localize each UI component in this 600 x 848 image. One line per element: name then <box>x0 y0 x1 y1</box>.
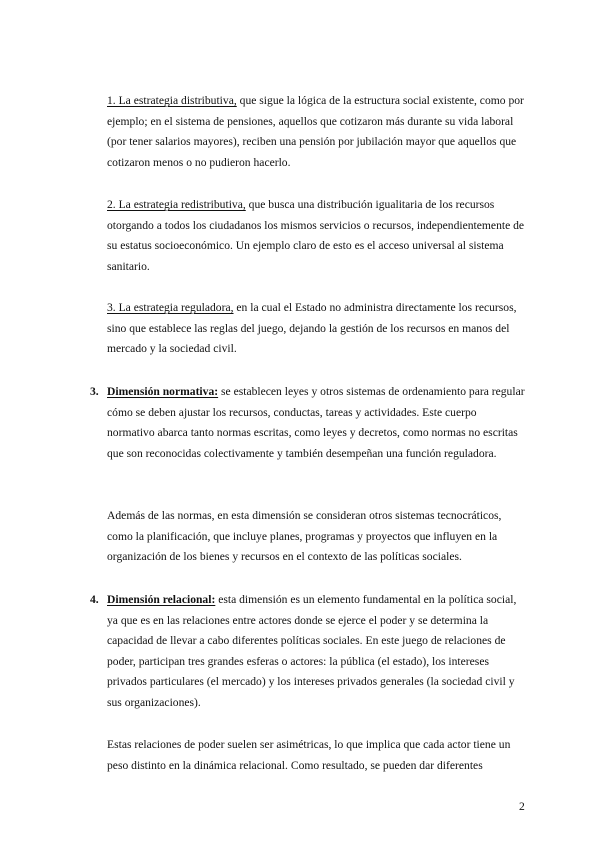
dimension-relational-extra: Estas relaciones de poder suelen ser asimétricas, lo que implica que cada actor tiene un peso distinto en la dinámica relacional. Como resultado, se pueden dar diferentes <box>107 738 511 772</box>
strategy-redistributive-text: que busca una distribución igualitaria de los recursos otorgando a todos los ciudadanos los mismos servicios o recursos, independientemente de su estatus socioeconómico. Un ejemplo claro de esto es el acceso universal al sistema sanitario. <box>107 198 525 273</box>
dimension-normative-title: Dimensión normativa: <box>107 385 219 398</box>
strategy-regulatory <box>107 298 525 360</box>
strategy-redistributive-lead: 2. La estrategia redistributiva, <box>107 198 246 211</box>
strategy-distributive-text: que sigue la lógica de la estructura social existente, como por ejemplo; en el sistema de pensiones, aquellos que cotizaron más durante su vida laboral (por tener salarios mayores), reciben una pensión por jubilación mayor que aquellos que cotizaron menos o no pudieron hacerlo. <box>107 94 524 169</box>
strategy-regulatory-text: en la cual el Estado no administra directamente los recursos, sino que establece las reglas del juego, dejando la gestión de los recursos en manos del mercado y la sociedad civil. <box>107 301 517 356</box>
dimension-relational-number: 4. <box>90 593 99 606</box>
dimension-normative-number: 3. <box>90 385 99 398</box>
dimension-normative-extra: Además de las normas, en esta dimensión se consideran otros sistemas tecnocráticos, como la planificación, que incluye planes, programas y proyectos que influyen en la organización de los bienes y recursos en el contexto de las políticas sociales. <box>107 509 502 564</box>
dimension-normative-text: se establecen leyes y otros sistemas de ordenamiento para regular cómo se deben ajustar los recursos, conductas, tareas y actividades. Este cuerpo normativo abarca tanto normas escritas, como leyes y decretos, como normas no escritas que son reconocidas colectivamente y también desempeñan una función reguladora. <box>107 385 525 460</box>
dimension-relational-title: Dimensión relacional: <box>107 593 216 606</box>
strategy-distributive-lead: 1. La estrategia distributiva, <box>107 94 237 107</box>
strategy-regulatory-lead: 3. La estrategia reguladora, <box>107 301 234 314</box>
dimension-relational <box>107 590 525 714</box>
dimension-relational-text: esta dimensión es un elemento fundamental en la política social, ya que es en las relaciones entre actores donde se ejerce el poder y se determina la capacidad de llevar a cabo diferentes políticas sociales. En este juego de relaciones de poder, participan tres grandes esferas o actores: la pública (el estado), los intereses privados particulares (el mercado) y los intereses privados generales (la sociedad civil y sus organizaciones). <box>107 593 517 709</box>
strategy-redistributive <box>107 195 525 277</box>
dimension-normative <box>107 382 525 464</box>
page-number: 2 <box>519 800 525 813</box>
strategy-distributive <box>107 91 525 173</box>
